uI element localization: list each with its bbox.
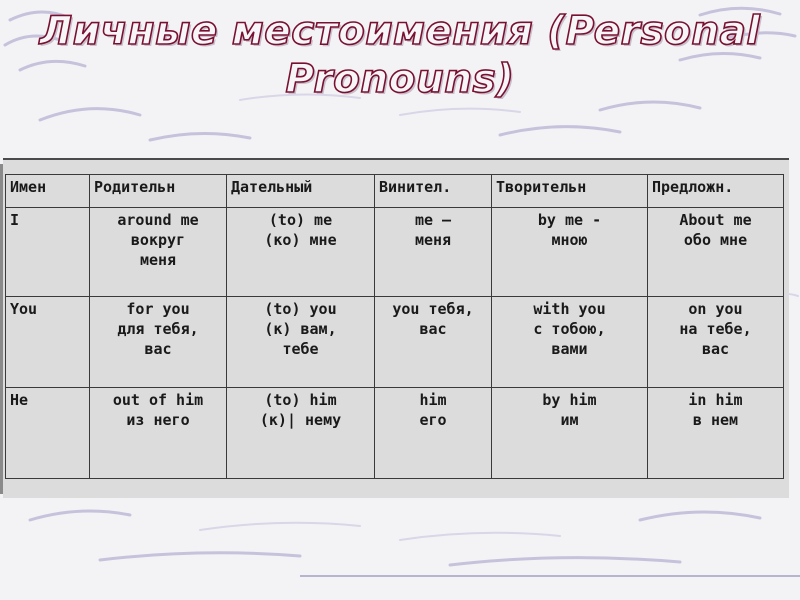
table-cell xyxy=(492,297,648,388)
table-cell xyxy=(648,388,784,479)
cell-line: для тебя, xyxy=(117,320,199,338)
cell-line: (к) вам, xyxy=(264,320,337,338)
table-row xyxy=(6,208,784,297)
slide-title-line-1: Личные местоимения (Personal xyxy=(39,9,761,54)
cell-line: me – xyxy=(414,211,452,229)
table-cell xyxy=(90,388,227,479)
table-cell xyxy=(375,208,492,297)
table-cell xyxy=(648,208,784,297)
cell-line: вас xyxy=(701,340,730,358)
table-cell xyxy=(492,388,648,479)
cell-line: He xyxy=(10,391,29,409)
cell-line: тебе xyxy=(282,340,319,358)
header-prepositional: Предложн. xyxy=(648,175,784,208)
table-cell xyxy=(492,208,648,297)
cell-line: for you xyxy=(126,300,190,318)
cell-line: with you xyxy=(533,300,606,318)
cell-line: I xyxy=(10,211,20,229)
table-cell xyxy=(90,297,227,388)
slide-title xyxy=(0,8,800,104)
cell-line: by me - xyxy=(537,211,602,229)
table-row xyxy=(6,297,784,388)
cell-line: You xyxy=(10,300,38,318)
cell-line: обо мне xyxy=(683,231,748,249)
header-dative: Дательный xyxy=(227,175,375,208)
cell-line: by him xyxy=(542,391,597,409)
table-row xyxy=(6,388,784,479)
header-genitive: Родительн xyxy=(90,175,227,208)
cell-line: вас xyxy=(144,340,172,358)
table-header-row xyxy=(6,175,784,208)
table-cell xyxy=(375,388,492,479)
cell-line: out of him xyxy=(112,391,204,409)
pronoun-table-container xyxy=(3,158,789,498)
cell-line: (ко) мне xyxy=(264,231,337,249)
cell-line: его xyxy=(419,411,447,429)
cell-line: меня xyxy=(139,251,177,269)
cell-line: (to) you xyxy=(264,300,337,318)
cell-line: (to) him xyxy=(264,391,337,409)
table-cell xyxy=(648,297,784,388)
cell-line: в нем xyxy=(692,411,739,429)
table-cell xyxy=(6,208,90,297)
slide-title-line-2: Pronouns) xyxy=(285,57,515,102)
cell-line: меня xyxy=(414,231,452,249)
cell-line: вас xyxy=(419,320,447,338)
cell-line: him xyxy=(419,391,447,409)
cell-line: мною xyxy=(551,231,588,249)
table-cell xyxy=(6,297,90,388)
cell-line: you тебя, xyxy=(392,300,474,318)
table-cell xyxy=(6,388,90,479)
pronoun-table xyxy=(5,174,784,479)
header-instrumental: Творительн xyxy=(492,175,648,208)
cell-line: им xyxy=(560,411,579,429)
cell-line: вокруг xyxy=(130,231,186,249)
table-cell xyxy=(227,297,375,388)
cell-line: in him xyxy=(688,391,743,409)
cell-line: из него xyxy=(126,411,190,429)
table-cell xyxy=(375,297,492,388)
cell-line: с тобою, xyxy=(533,320,606,338)
table-cell xyxy=(227,208,375,297)
cell-line: About me xyxy=(679,211,752,229)
table-cell xyxy=(227,388,375,479)
cell-line: на тебе, xyxy=(679,320,752,338)
cell-line: вами xyxy=(551,340,588,358)
bottom-divider xyxy=(300,575,800,577)
cell-line: on you xyxy=(688,300,743,318)
header-accusative: Винител. xyxy=(375,175,492,208)
cell-line: (к)| нему xyxy=(259,411,342,429)
header-nominative: Имен xyxy=(6,175,90,208)
table-cell xyxy=(90,208,227,297)
cell-line: around me xyxy=(117,211,199,229)
cell-line: (to) me xyxy=(268,211,333,229)
